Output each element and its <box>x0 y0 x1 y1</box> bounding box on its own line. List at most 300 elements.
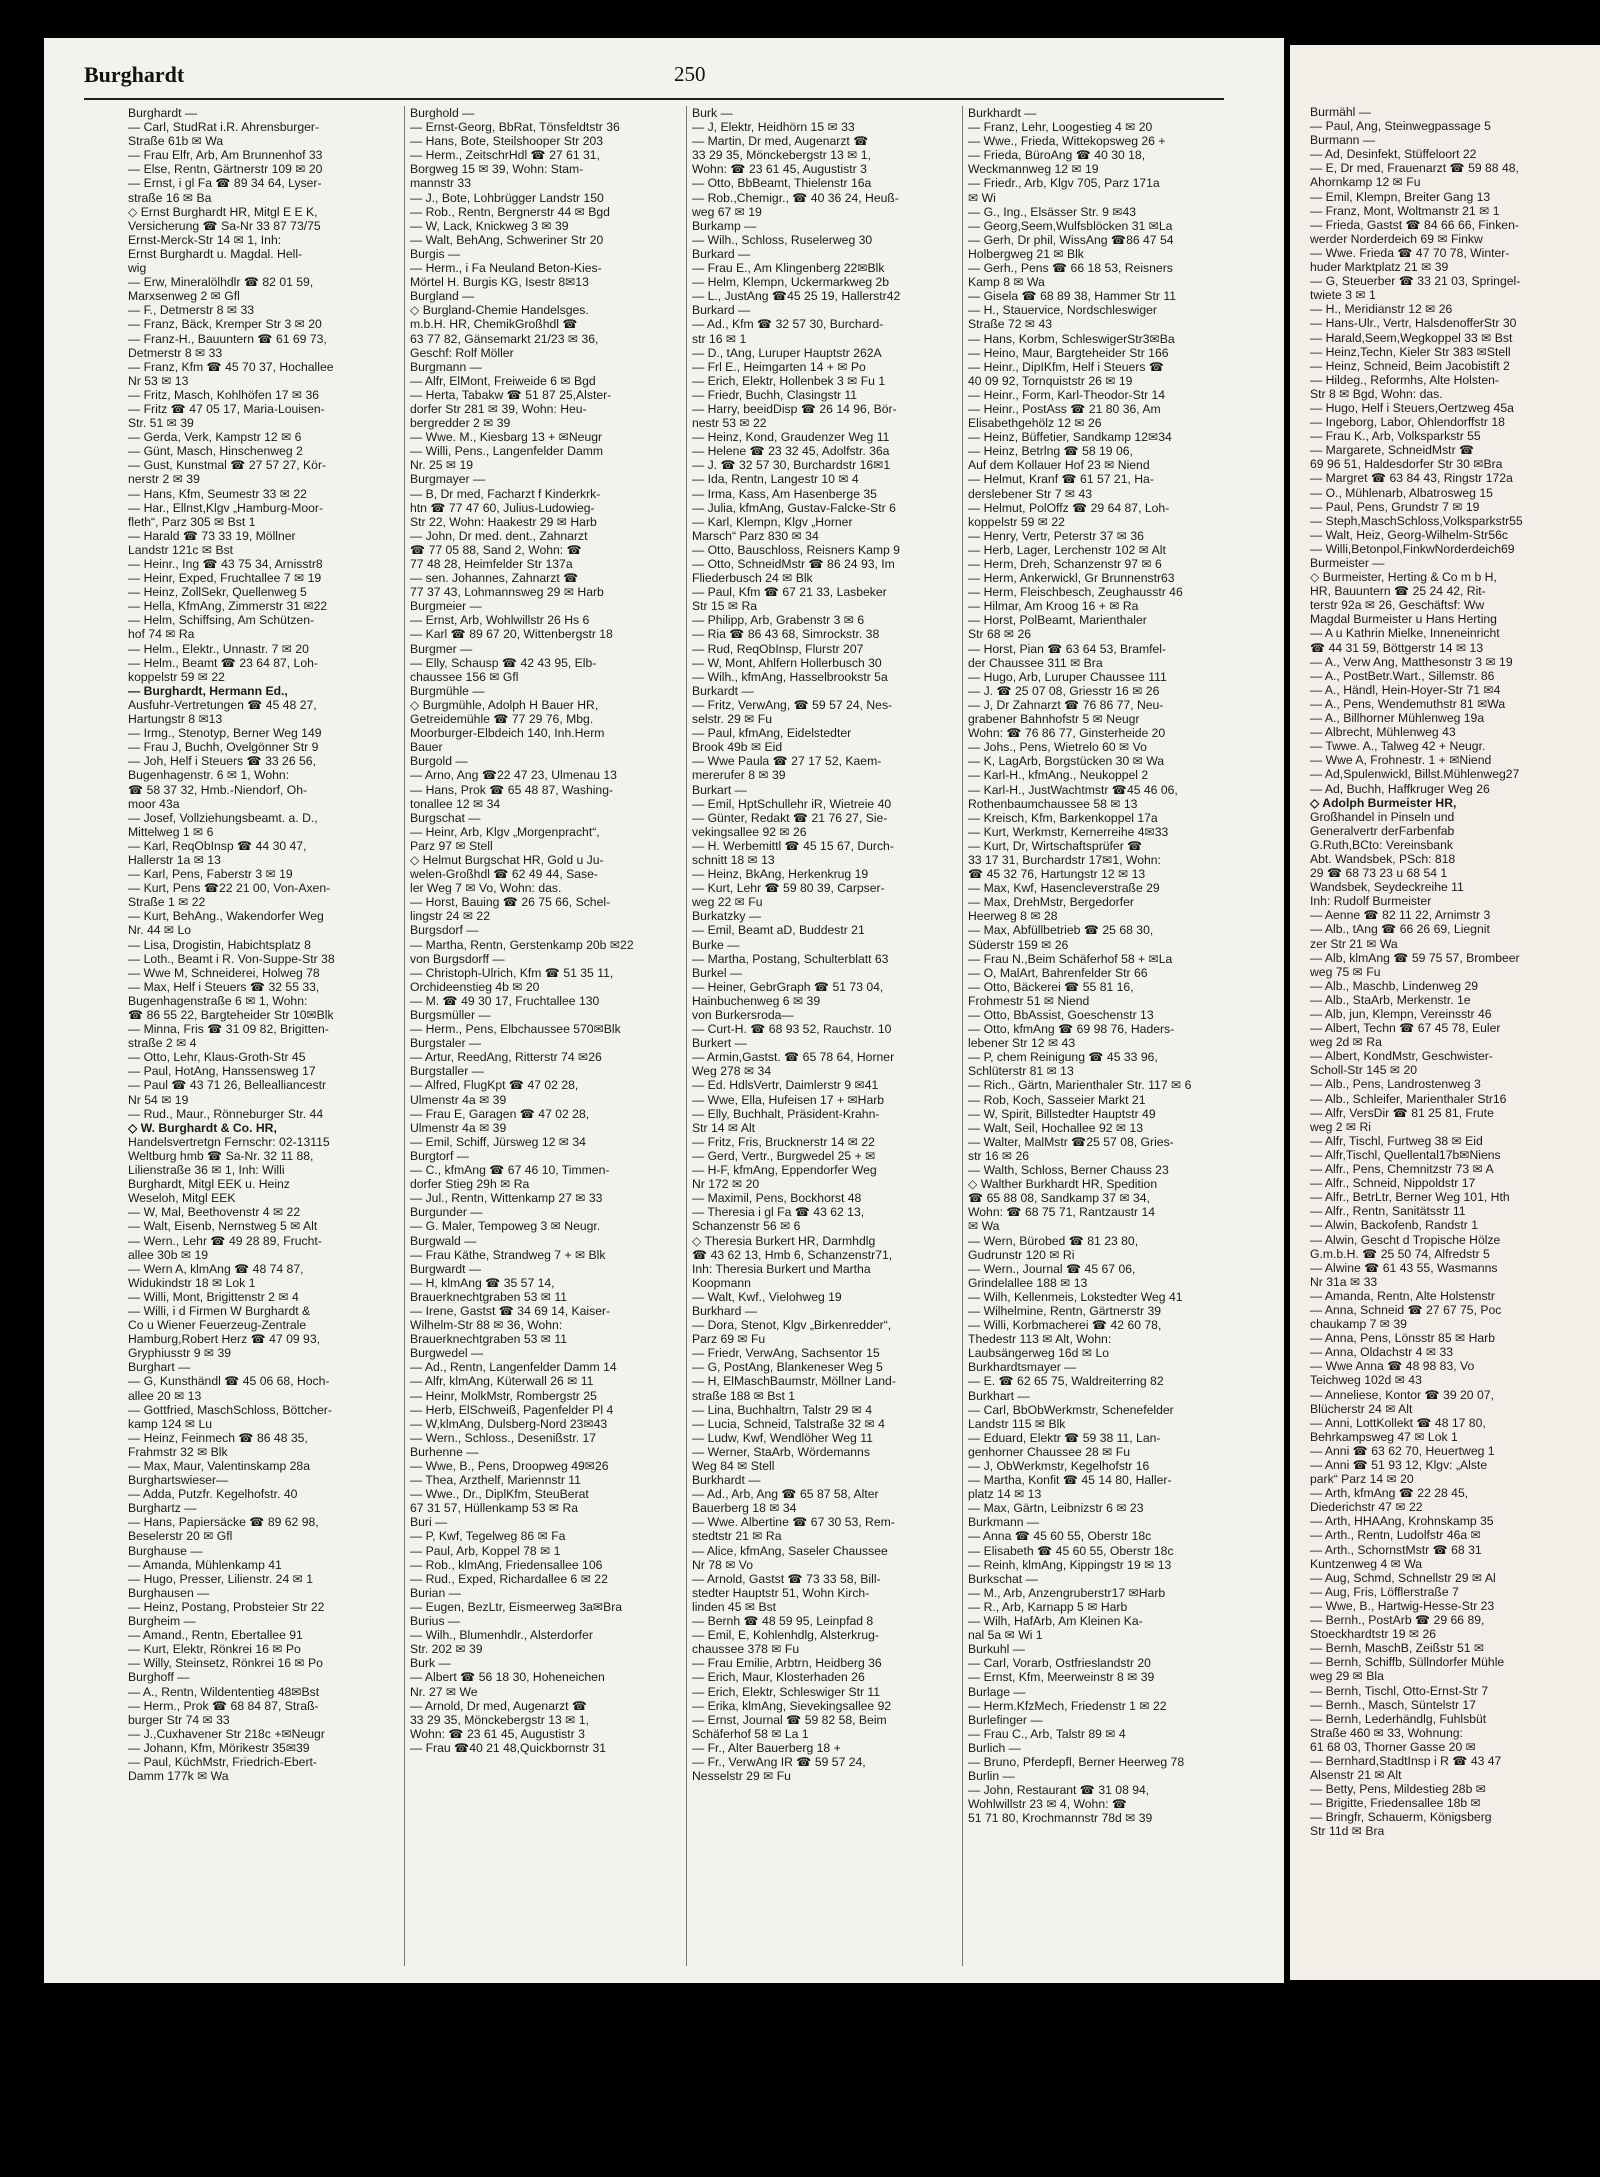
directory-entry-line: hof 74 ✉ Ra <box>128 627 195 642</box>
surname-heading: Burgsdorf — <box>410 923 479 938</box>
directory-entry-line: — Kurt, BehAng., Wakendorfer Weg <box>128 909 324 924</box>
directory-entry-line: — A., Verw Ang, Matthesonstr 3 ✉ 19 <box>1310 654 1513 669</box>
directory-entry-line: — Bernh, Schiffb, Süllndorfer Mühle <box>1310 1655 1505 1670</box>
directory-entry-line: — Christoph-Ulrich, Kfm ☎ 51 35 11, <box>410 965 614 980</box>
directory-entry-line: — O., Mühlenarb, Albatrosweg 15 <box>1310 485 1493 500</box>
directory-entry-line: — Anna, Oldachstr 4 ✉ 33 <box>1310 1345 1453 1360</box>
directory-entry-line: Geschf: Rolf Möller <box>410 345 514 360</box>
directory-entry-line: — Herta, Tabakw ☎ 51 87 25,Alster- <box>410 387 612 402</box>
directory-entry-line: — W, Lack, Knickweg 3 ✉ 39 <box>410 218 569 233</box>
directory-entry-line: 69 96 51, Haldesdorfer Str 30 ✉Bra <box>1310 457 1503 472</box>
directory-entry-line: Generalvertr derFarbenfab <box>1310 823 1455 838</box>
directory-entry-line: — Frau J, Buchh, Ovelgönner Str 9 <box>128 740 319 755</box>
directory-entry-line: — Kurt, Lehr ☎ 59 80 39, Carpser- <box>692 881 885 896</box>
directory-entry-line: — Amand., Rentn, Ebertallee 91 <box>128 1628 303 1643</box>
directory-entry-line: — Heinz, Schneid, Beim Jacobistift 2 <box>1310 358 1510 373</box>
directory-entry-line: Grindelallee 188 ✉ 13 <box>968 1275 1088 1290</box>
directory-entry-line: — Frieda, Gastst ☎ 84 66 66, Finken- <box>1310 217 1519 232</box>
directory-entry-line: — Theresia i gl Fa ☎ 43 62 13, <box>692 1205 865 1220</box>
directory-entry-line: — Alfr,Tischl, Quellental17b✉Niens <box>1310 1147 1501 1162</box>
surname-heading: Burgheim — <box>128 1614 196 1629</box>
directory-entry-line: — Lucia, Schneid, Talstraße 32 ✉ 4 <box>692 1416 885 1431</box>
directory-entry-line: Nr. 27 ✉ We <box>410 1684 478 1699</box>
directory-entry-line: Str. 51 ✉ 39 <box>128 416 194 431</box>
directory-entry-line: — W,klmAng, Dulsberg-Nord 23✉43 <box>410 1416 608 1431</box>
directory-entry-line: — Arnold, Gastst ☎ 73 33 58, Bill- <box>692 1571 881 1586</box>
directory-entry-line: derslebener Str 7 ✉ 43 <box>968 486 1093 501</box>
surname-heading: Burmann — <box>1310 133 1376 148</box>
directory-entry-line: — Thea, Arzthelf, Mariennstr 11 <box>410 1473 581 1488</box>
directory-entry-line: — Albrecht, Mühlenweg 43 <box>1310 725 1456 740</box>
directory-entry-line: — Alb., Schleifer, Marienthaler Str16 <box>1310 1091 1507 1106</box>
surname-heading: Burlich — <box>968 1740 1021 1755</box>
directory-entry-line: — Fritz, Masch, Kohlhöfen 17 ✉ 36 <box>128 387 320 402</box>
directory-entry-line: Abt. Wandsbek, PSch: 818 <box>1310 851 1456 866</box>
directory-entry-line: Parz 97 ✉ Stell <box>410 838 493 853</box>
directory-entry-line: — Georg,Seem,Wulfsblöcken 31 ✉La <box>968 218 1173 233</box>
directory-entry-line: Wohn: ☎ 68 75 71, Rantzaustr 14 <box>968 1205 1156 1220</box>
directory-entry-line: Bugenhagenstr. 6 ✉ 1, Wohn: <box>128 768 290 783</box>
directory-entry-line: — Erich, Maur, Klosterhaden 26 <box>692 1670 865 1685</box>
directory-entry-line: — Wwe, Ella, Hufeisen 17 + ✉Harb <box>692 1092 885 1107</box>
directory-entry-line: — Willi, Korbmacherei ☎ 42 60 78, <box>968 1318 1162 1333</box>
directory-entry-line: — Hugo, Arb, Luruper Chaussee 111 <box>968 669 1167 684</box>
directory-entry-line: — Alfr, ElMont, Freiweide 6 ✉ Bgd <box>410 373 596 388</box>
directory-entry-line: — Heinz, Büffetier, Sandkamp 12✉34 <box>968 430 1172 445</box>
directory-entry-line: — Harald ☎ 73 33 19, Möllner <box>128 528 296 543</box>
directory-entry-line: Nr 54 ✉ 19 <box>128 1092 189 1107</box>
directory-page-right-edge <box>1290 45 1600 1980</box>
directory-entry-line: — Hans, Korbm, SchleswigerStr3✉Ba <box>968 331 1175 346</box>
directory-entry-line: — Heiner, GebrGraph ☎ 51 73 04, <box>692 979 884 994</box>
directory-entry-line: ✉ Wi <box>968 190 996 205</box>
directory-entry-line: — A., Händl, Hein-Hoyer-Str 71 ✉4 <box>1310 682 1501 697</box>
directory-entry-line: Beselerstr 20 ✉ Gfl <box>128 1529 233 1544</box>
directory-entry-line: — J., Bote, Lohbrügger Landstr 150 <box>410 190 604 205</box>
directory-entry-line: — Franz, Mont, Woltmanstr 21 ✉ 1 <box>1310 203 1500 218</box>
directory-entry-line: — Heino, Maur, Bargteheider Str 166 <box>968 345 1169 360</box>
directory-entry-line: — Amanda, Mühlenkamp 41 <box>128 1557 282 1572</box>
surname-heading: Burmähl — <box>1310 105 1371 119</box>
directory-entry-line: — Friedr, Buchh, Clasingstr 11 <box>692 387 858 402</box>
column-divider <box>404 106 405 1966</box>
directory-entry-line: — Artur, ReedAng, Ritterstr 74 ✉26 <box>410 1050 602 1065</box>
directory-entry-line: Schanzenstr 56 ✉ 6 <box>692 1219 801 1234</box>
directory-entry-line: Lilienstraße 36 ✉ 1, Inh: Willi <box>128 1163 285 1178</box>
directory-entry-line: — Heinz,Techn, Kieler Str 383 ✉Stell <box>1310 344 1511 359</box>
directory-entry-line: — Franz, Kfm ☎ 45 70 37, Hochallee <box>128 359 334 374</box>
surname-heading: Burkmann — <box>968 1515 1040 1530</box>
directory-entry-line: — Anni, LottKollekt ☎ 48 17 80, <box>1310 1415 1486 1430</box>
directory-entry-line: — Elly, Schausp ☎ 42 43 95, Elb- <box>410 655 597 670</box>
directory-entry-line: — Herm, Fleischbesch, Zeughausstr 46 <box>968 585 1183 600</box>
directory-entry-line: — Fritz, Fris, Brucknerstr 14 ✉ 22 <box>692 1134 875 1149</box>
directory-entry-line: Mittelweg 1 ✉ 6 <box>128 824 214 839</box>
directory-entry-line: Wandsbek, Seydeckreihe 11 <box>1310 880 1464 895</box>
directory-entry-line: — Helmut, PolOffz ☎ 29 64 87, Loh- <box>968 500 1170 515</box>
directory-entry-line: chaukamp 7 ✉ 39 <box>1310 1317 1407 1332</box>
directory-entry-line: koppelstr 59 ✉ 22 <box>128 669 225 684</box>
column-3 <box>692 106 962 1976</box>
directory-entry-line: Bugenhagenstraße 6 ✉ 1, Wohn: <box>128 993 308 1008</box>
directory-entry-line: Süderstr 159 ✉ 26 <box>968 937 1069 952</box>
directory-entry-line: Ernst-Merck-Str 14 ✉ 1, Inh: <box>128 232 282 247</box>
directory-entry-line: Str 11d ✉ Bra <box>1310 1824 1385 1839</box>
directory-entry-line: — Wwe, B., Pens, Droopweg 49✉26 <box>410 1459 609 1473</box>
directory-entry-line: — Gisela ☎ 68 89 38, Hammer Str 11 <box>968 289 1177 304</box>
directory-entry-line: Elisabethgehölz 12 ✉ 26 <box>968 416 1102 431</box>
surname-heading: Burkuhl — <box>968 1642 1025 1657</box>
directory-entry-line: Hamburg,Robert Herz ☎ 47 09 93, <box>128 1332 320 1347</box>
directory-entry-line: — Willi, Pens., Langenfelder Damm <box>410 444 604 459</box>
directory-entry-line: — Ad., Rentn, Langenfelder Damm 14 <box>410 1360 617 1375</box>
directory-entry-line: kamp 124 ✉ Lu <box>128 1416 213 1431</box>
directory-entry-line: allee 30b ✉ 19 <box>128 1247 209 1262</box>
directory-entry-line: Ernst Burghardt u. Magdal. Hell- <box>128 246 303 261</box>
directory-entry-line: Str 14 ✉ Alt <box>692 1120 756 1135</box>
surname-heading: Burlage — <box>968 1684 1026 1699</box>
directory-entry-line: — Anni ☎ 63 62 70, Heuertweg 1 <box>1310 1443 1495 1458</box>
directory-entry-line: Weckmannweg 12 ✉ 19 <box>968 162 1099 177</box>
column-2 <box>410 106 680 1976</box>
directory-entry-line: — Helm, Schiffsing, Am Schützen- <box>128 613 315 628</box>
directory-entry-line: — A., PostBetr.Wart., Sillemstr. 86 <box>1310 668 1495 683</box>
directory-entry-line: Hainbuchenweg 6 ✉ 39 <box>692 993 821 1008</box>
directory-entry-line: — Herb, Lager, Lerchenstr 102 ✉ Alt <box>968 542 1166 557</box>
directory-entry-line: — Joh, Helf i Steuers ☎ 33 26 56, <box>128 754 316 769</box>
directory-entry-line: — Emil, Beamt aD, Buddestr 21 <box>692 923 865 938</box>
directory-entry-line: Frohmestr 51 ✉ Niend <box>968 993 1090 1008</box>
directory-entry-line: — Ed. HdlsVertr, Daimlerstr 9 ✉41 <box>692 1078 879 1093</box>
directory-entry-line: Weg 84 ✉ Stell <box>692 1459 775 1473</box>
directory-entry-line: — Wwe. Albertine ☎ 67 30 53, Rem- <box>692 1515 895 1530</box>
directory-entry-line: Mörtel H. Burgis KG, Isestr 8✉13 <box>410 275 589 290</box>
directory-entry-line: — Wwe. M., Kiesbarg 13 + ✉Neugr <box>410 430 603 445</box>
directory-entry-line: — Günter, Redakt ☎ 21 76 27, Sie- <box>692 810 888 825</box>
directory-entry-line: ◇ Burgmühle, Adolph H Bauer HR, <box>410 697 599 712</box>
directory-entry-line: Versicherung ☎ Sa-Nr 33 87 73/75 <box>128 218 321 233</box>
directory-entry-line: G.Ruth,BCto: Vereinsbank <box>1310 837 1453 852</box>
directory-entry-line: — Alb., Pens, Landrostenweg 3 <box>1310 1077 1481 1092</box>
directory-entry-line: — Bruno, Pferdepfl, Berner Heerweg 78 <box>968 1754 1185 1769</box>
directory-entry-line: chaussee 156 ✉ Gfl <box>410 669 519 684</box>
directory-entry-line: — Maximil, Pens, Bockhorst 48 <box>692 1191 862 1206</box>
directory-entry-line: — G, Kunsthändl ☎ 45 06 68, Hoch- <box>128 1374 330 1389</box>
directory-entry-line: Weg 278 ✉ 34 <box>692 1064 772 1079</box>
directory-entry-line: Landstr 115 ✉ Blk <box>968 1416 1066 1431</box>
directory-entry-line: — H, ElMaschBaumstr, Möllner Land- <box>692 1374 896 1389</box>
directory-entry-line: — C., kfmAng ☎ 67 46 10, Timmen- <box>410 1163 610 1178</box>
directory-entry-line: Str 68 ✉ 26 <box>968 627 1032 642</box>
directory-entry-line: Nr 78 ✉ Vo <box>692 1557 754 1572</box>
surname-heading: Burkard — <box>692 246 751 261</box>
directory-entry-line: Inh: Theresia Burkert und Martha <box>692 1261 871 1276</box>
directory-entry-line: — Ernst-Georg, BbRat, Tönsfeldtstr 36 <box>410 120 620 135</box>
page-number: 250 <box>674 62 706 86</box>
directory-entry-line: lingstr 24 ✉ 22 <box>410 909 490 924</box>
directory-entry-line: Rothenbaumchaussee 58 ✉ 13 <box>968 796 1138 811</box>
directory-entry-line: — Frau Käthe, Strandweg 7 + ✉ Blk <box>410 1247 606 1262</box>
directory-entry-line: — Gust, Kunstmal ☎ 27 57 27, Kör- <box>128 458 327 473</box>
directory-entry-line: — John, Dr med. dent., Zahnarzt <box>410 528 588 543</box>
directory-entry-line: — Karl, Klempn, Klgv „Horner <box>692 514 853 529</box>
directory-entry-line: dorfer Stieg 29h ✉ Ra <box>410 1177 530 1192</box>
directory-entry-line: — J, ObWerkmstr, Kegelhofstr 16 <box>968 1459 1150 1473</box>
directory-entry-line: — Ludw, Kwf, Wendlöher Weg 11 <box>692 1430 873 1445</box>
directory-entry-line: — Hella, KfmAng, Zimmerstr 31 ✉22 <box>128 599 328 614</box>
directory-entry-line: Ahornkamp 12 ✉ Fu <box>1310 175 1421 190</box>
directory-entry-line: Getreidemühle ☎ 77 29 76, Mbg. <box>410 712 594 727</box>
directory-entry-line: G.m.b.H. ☎ 25 50 74, Alfredstr 5 <box>1310 1246 1490 1261</box>
directory-entry-line: Marsch“ Parz 830 ✉ 34 <box>692 528 819 543</box>
directory-entry-line: — Lisa, Drogistin, Habichtsplatz 8 <box>128 937 311 952</box>
directory-entry-line: weg 22 ✉ Fu <box>692 895 763 910</box>
surname-heading: Burlefinger — <box>968 1712 1043 1727</box>
directory-entry-line: Str 15 ✉ Ra <box>692 599 758 614</box>
column-divider <box>686 106 687 1966</box>
directory-entry-line: — Martin, Dr med, Augenarzt ☎ <box>692 134 869 149</box>
directory-entry-line: — G, PostAng, Blankeneser Weg 5 <box>692 1360 883 1375</box>
directory-entry-line: — Kurt, Elektr, Rönkrei 16 ✉ Po <box>128 1642 301 1657</box>
surname-heading: Burkamp — <box>692 218 757 233</box>
directory-entry-line: ◇ Adolph Burmeister HR, <box>1310 795 1457 810</box>
surname-heading: Burkert — <box>692 1036 747 1051</box>
directory-entry-line: — Gerda, Verk, Kampstr 12 ✉ 6 <box>128 430 302 445</box>
directory-entry-line: — W, Spirit, Billstedter Hauptstr 49 <box>968 1106 1156 1121</box>
directory-entry-line: — Otto, BbAssist, Goeschenstr 13 <box>968 1008 1154 1022</box>
directory-entry-line: — Frau E, Garagen ☎ 47 02 28, <box>410 1106 590 1121</box>
directory-entry-line: — Wern, Bürobed ☎ 81 23 80, <box>968 1233 1139 1248</box>
directory-entry-line: allee 20 ✉ 13 <box>128 1388 202 1403</box>
directory-entry-line: — Aug, Schmd, Schnellstr 29 ✉ Al <box>1310 1570 1496 1585</box>
directory-entry-line: — H-F, kfmAng, Eppendorfer Weg <box>692 1163 877 1178</box>
directory-entry-line: — Max, Helf i Steuers ☎ 32 55 33, <box>128 979 320 994</box>
directory-entry-line: — Alfred, FlugKpt ☎ 47 02 28, <box>410 1078 579 1093</box>
directory-entry-line: Teichweg 102d ✉ 43 <box>1310 1373 1422 1388</box>
directory-entry-line: — Ernst, Kfm, Meerweinstr 8 ✉ 39 <box>968 1670 1155 1685</box>
surname-heading: Burgwardt — <box>410 1261 482 1276</box>
directory-entry-line: — L., JustAng ☎45 25 19, Hallerstr42 <box>692 289 901 304</box>
directory-entry-line: Detmerstr 8 ✉ 33 <box>128 345 223 360</box>
directory-entry-line: Weseloh, Mitgl EEK <box>128 1191 236 1206</box>
directory-entry-line: 29 ☎ 68 73 23 u 68 54 1 <box>1310 866 1448 881</box>
directory-entry-line: — Ria ☎ 86 43 68, Simrockstr. 38 <box>692 627 880 642</box>
directory-entry-line: 33 17 31, Burchardstr 17✉1, Wohn: <box>968 852 1161 867</box>
surname-heading: Burgmann — <box>410 359 482 374</box>
directory-entry-line: Ulmenstr 4a ✉ 39 <box>410 1092 507 1107</box>
directory-entry-line: — H., Stauervice, Nordschleswiger <box>968 303 1157 318</box>
directory-entry-line: — O, MalArt, Bahrenfelder Str 66 <box>968 965 1148 980</box>
directory-entry-line: — Brigitte, Friedensallee 18b ✉ <box>1310 1796 1481 1811</box>
directory-entry-line: Wilhelm-Str 88 ✉ 36, Wohn: <box>410 1318 563 1333</box>
directory-entry-line: — Wilh, HafArb, Am Kleinen Ka- <box>968 1614 1143 1629</box>
directory-entry-line: — Minna, Fris ☎ 31 09 82, Brigitten- <box>128 1022 329 1037</box>
directory-entry-line: — J, Elektr, Heidhörn 15 ✉ 33 <box>692 120 855 135</box>
directory-entry-line: — Josef, Vollziehungsbeamt. a. D., <box>128 810 318 825</box>
directory-entry-line: — Ernst, Arb, Wohlwillstr 26 Hs 6 <box>410 613 590 628</box>
directory-entry-line: Nr. 25 ✉ 19 <box>410 458 474 473</box>
directory-entry-line: — Paul, HotAng, Hanssensweg 17 <box>128 1064 316 1079</box>
directory-entry-line: — Walt, BehAng, Schweriner Str 20 <box>410 232 604 247</box>
directory-entry-line: — Wwe A, Frohnestr. 1 + ✉Niend <box>1310 753 1492 768</box>
directory-entry-line: — Karl-H., kfmAng., Neukoppel 2 <box>968 768 1149 783</box>
directory-entry-line: — Heinz, Kond, Graudenzer Weg 11 <box>692 430 890 445</box>
directory-entry-line: — B, Dr med, Facharzt f Kinderkrk- <box>410 486 601 501</box>
directory-entry-line: — Steph,MaschSchloss,Volksparkstr55 <box>1310 513 1523 528</box>
directory-entry-line: ☎ 77 05 88, Sand 2, Wohn: ☎ <box>410 542 582 557</box>
directory-entry-line: — Herm., ZeitschrHdl ☎ 27 61 31, <box>410 148 600 163</box>
directory-entry-line: — E. ☎ 62 65 75, Waldreiterring 82 <box>968 1374 1164 1389</box>
directory-entry-line: Handelsvertretgn Fernschr: 02-13115 <box>128 1134 330 1149</box>
surname-heading: von Burgsdorff — <box>410 951 505 966</box>
directory-entry-line: Straße 72 ✉ 43 <box>968 317 1053 332</box>
directory-entry-line: 63 77 82, Gänsemarkt 21/23 ✉ 36, <box>410 331 599 346</box>
directory-entry-line: — J.,Cuxhavener Str 218c +✉Neugr <box>128 1726 325 1741</box>
directory-entry-line: 51 71 80, Krochmannstr 78d ✉ 39 <box>968 1811 1153 1826</box>
surname-heading: Burgstaller — <box>410 1064 484 1079</box>
directory-entry-line: — Hugo, Helf i Steuers,Oertzweg 45a <box>1310 400 1514 415</box>
directory-entry-line: Auf dem Kollauer Hof 23 ✉ Niend <box>968 458 1150 473</box>
directory-entry-line: — Emil, Schiff, Jürsweg 12 ✉ 34 <box>410 1134 586 1149</box>
directory-entry-line: — Herm.KfzMech, Friedenstr 1 ✉ 22 <box>968 1698 1167 1713</box>
directory-entry-line: — Irmg., Stenotyp, Berner Weg 149 <box>128 726 322 741</box>
directory-entry-line: Alsenstr 21 ✉ Alt <box>1310 1768 1402 1783</box>
directory-entry-line: — E, Dr med, Frauenarzt ☎ 59 88 48, <box>1310 161 1519 176</box>
directory-entry-line: Stoeckhardtstr 19 ✉ 26 <box>1310 1627 1437 1642</box>
directory-entry-line: — Arth., Rentn, Ludolfstr 46a ✉ <box>1310 1528 1481 1543</box>
directory-entry-line: genhorner Chaussee 28 ✉ Fu <box>968 1444 1130 1459</box>
directory-entry-line: Diederichstr 47 ✉ 22 <box>1310 1500 1423 1515</box>
directory-entry-line: — Johs., Pens, Wietrelo 60 ✉ Vo <box>968 740 1147 755</box>
directory-entry-line: Burghardt, Mitgl EEK u. Heinz <box>128 1177 290 1192</box>
directory-entry-line: Behrkampsweg 47 ✉ Lok 1 <box>1310 1429 1458 1444</box>
directory-entry-line: nestr 53 ✉ 22 <box>692 416 767 431</box>
directory-entry-line: Landstr 121c ✉ Bst <box>128 542 234 557</box>
surname-heading: Burgunder — <box>410 1205 483 1220</box>
directory-entry-line: — Frau E., Am Klingenberg 22✉Blk <box>692 261 885 276</box>
directory-entry-line: — H., Meridianstr 12 ✉ 26 <box>1310 302 1453 317</box>
directory-entry-line: ◇ Burgland-Chemie Handelsges. <box>410 303 589 318</box>
directory-entry-line: — Wwe., Dr., DiplKfm, SteuBerat <box>410 1487 589 1502</box>
directory-entry-line: — Friedr., Arb, Klgv 705, Parz 171a <box>968 176 1160 191</box>
directory-entry-line: — Paul ☎ 43 71 26, Bellealliancestr <box>128 1078 327 1093</box>
directory-entry-line: ◇ Burmeister, Herting & Co m b H, <box>1310 570 1497 585</box>
directory-entry-line: platz 14 ✉ 13 <box>968 1487 1042 1502</box>
directory-entry-line: — Frieda, BüroAng ☎ 40 30 18, <box>968 148 1146 163</box>
directory-entry-line: — W, Mont, Ahlfern Hollerbusch 30 <box>692 655 882 670</box>
directory-entry-line: linden 45 ✉ Bst <box>692 1599 777 1614</box>
directory-entry-line: Fliederbusch 24 ✉ Blk <box>692 571 813 586</box>
directory-entry-line: — Irene, Gastst ☎ 34 69 14, Kaiser- <box>410 1303 611 1318</box>
directory-entry-line: Kuntzenweg 4 ✉ Wa <box>1310 1556 1423 1571</box>
surname-heading: Burk — <box>410 1656 451 1671</box>
directory-entry-line: — D., tAng, Luruper Hauptstr 262A <box>692 345 882 360</box>
surname-heading: Burghausen — <box>128 1585 210 1600</box>
directory-entry-line: — Emil, HptSchullehr iR, Wietreie 40 <box>692 796 892 811</box>
directory-entry-line: — Arth, HHAAng, Krohnskamp 35 <box>1310 1514 1494 1529</box>
surname-heading: Burk — <box>692 106 733 120</box>
surname-heading: Buri — <box>410 1515 448 1530</box>
directory-entry-line: Koopmann <box>692 1275 751 1290</box>
directory-entry-line: — Alfr, Tischl, Furtweg 38 ✉ Eid <box>1310 1133 1483 1148</box>
directory-entry-line: — G. Maler, Tempoweg 3 ✉ Neugr. <box>410 1219 601 1234</box>
directory-entry-line: — Gerh., Pens ☎ 66 18 53, Reisners <box>968 261 1173 276</box>
directory-entry-line: ☎ 86 55 22, Bargteheider Str 10✉Blk <box>128 1008 334 1022</box>
directory-entry-line: — Burghardt, Hermann Ed., <box>128 683 288 698</box>
directory-entry-line: — Harry, beeidDisp ☎ 26 14 96, Bör- <box>692 401 897 416</box>
directory-entry-line: — Margret ☎ 63 84 43, Ringstr 172a <box>1310 471 1513 486</box>
directory-entry-line: — Eugen, BezLtr, Eismeerweg 3a✉Bra <box>410 1599 623 1614</box>
directory-entry-line: — Kurt, Pens ☎22 21 00, Von-Axen- <box>128 881 331 896</box>
directory-entry-line: — Henry, Vertr, Peterstr 37 ✉ 36 <box>968 528 1144 543</box>
directory-entry-line: Orchideenstieg 4b ✉ 20 <box>410 979 540 994</box>
directory-entry-line: — Anni ☎ 51 93 12, Klgv: „Alste <box>1310 1458 1488 1472</box>
directory-entry-line: straße 188 ✉ Bst 1 <box>692 1388 796 1403</box>
column-5 <box>1310 105 1600 1975</box>
directory-entry-line: — Bernh, Tischl, Otto-Ernst-Str 7 <box>1310 1683 1489 1698</box>
directory-entry-line: Thedestr 113 ✉ Alt, Wohn: <box>968 1332 1112 1347</box>
directory-entry-line: — Horst, Bauing ☎ 26 75 66, Schel- <box>410 895 611 910</box>
directory-entry-line: ☎ 45 32 76, Hartungstr 12 ✉ 13 <box>968 867 1146 882</box>
directory-entry-line: — Albert, Techn ☎ 67 45 78, Euler <box>1310 1021 1501 1036</box>
directory-entry-line: Brook 49b ✉ Eid <box>692 740 783 755</box>
directory-entry-line: — Willi,Betonpol,FinkwNorderdeich69 <box>1310 541 1515 556</box>
directory-entry-line: — Anna, Schneid ☎ 27 67 75, Poc <box>1310 1302 1502 1317</box>
directory-entry-line: schnitt 18 ✉ 13 <box>692 852 775 867</box>
directory-entry-line: — Kurt, Dr, Wirtschaftsprüfer ☎ <box>968 838 1143 853</box>
directory-entry-line: vekingsallee 92 ✉ 26 <box>692 824 807 839</box>
directory-entry-line: — Walt, Heiz, Georg-Wilhelm-Str56c <box>1310 527 1508 542</box>
directory-entry-line: moor 43a <box>128 796 180 811</box>
directory-entry-line: — Willi, Mont, Brigittenstr 2 ✉ 4 <box>128 1289 299 1304</box>
directory-entry-line: — Helm, Klempn, Uckermarkweg 2b <box>692 275 890 290</box>
directory-entry-line: — Frau ☎40 21 48,Quickbornstr 31 <box>410 1740 607 1755</box>
directory-entry-line: — Ad., Arb, Ang ☎ 65 87 58, Alter <box>692 1487 879 1502</box>
directory-entry-line: Wohn: ☎ 23 61 45, Augustistr 3 <box>692 162 867 177</box>
directory-entry-line: — Arth., SchornstMstr ☎ 68 31 <box>1310 1542 1482 1557</box>
directory-entry-line: — Karl-H., JustWachtmstr ☎45 46 06, <box>968 782 1178 797</box>
directory-entry-line: — Walter, MalMstr ☎25 57 08, Gries- <box>968 1134 1174 1149</box>
directory-entry-line: wig <box>128 261 147 276</box>
directory-entry-line: — Else, Rentn, Gärtnerstr 109 ✉ 20 <box>128 162 323 177</box>
directory-entry-line: str 16 ✉ 26 <box>968 1148 1030 1163</box>
directory-entry-line: Gryphiusstr 9 ✉ 39 <box>128 1346 232 1361</box>
directory-entry-line: — Wwe., Frieda, Wittekopsweg 26 + <box>968 134 1166 149</box>
directory-entry-line: 33 29 35, Mönckebergstr 13 ✉ 1, <box>410 1712 589 1727</box>
directory-entry-line: mererufer 8 ✉ 39 <box>692 768 786 783</box>
directory-entry-line: Nr 31a ✉ 33 <box>1310 1274 1378 1289</box>
directory-entry-line: — Fritz, VerwAng, ☎ 59 57 24, Nes- <box>692 697 893 712</box>
surname-heading: Burkard — <box>692 303 751 318</box>
directory-entry-line: — Paul, kfmAng, Eidelstedter <box>692 726 852 741</box>
directory-entry-line: — Bernh., Masch, Süntelstr 17 <box>1310 1697 1476 1712</box>
directory-entry-line: str 16 ✉ 1 <box>692 331 747 346</box>
directory-entry-line: werder Norderdeich 69 ✉ Finkw <box>1310 231 1483 246</box>
directory-entry-line: — Alfr, VersDir ☎ 81 25 81, Frute <box>1310 1105 1494 1120</box>
surname-heading: Burkhart — <box>968 1388 1030 1403</box>
directory-entry-line: — Wwe M, Schneiderei, Holweg 78 <box>128 965 320 980</box>
directory-entry-line: — R., Arb, Karnapp 5 ✉ Harb <box>968 1599 1128 1614</box>
directory-entry-line: fleth“, Parz 305 ✉ Bst 1 <box>128 514 256 529</box>
directory-entry-line: grabener Bahnhofstr 5 ✉ Neugr <box>968 712 1140 727</box>
directory-entry-line: — Heinr, Arb, Klgv „Morgenpracht“, <box>410 824 600 839</box>
directory-entry-line: ☎ 43 62 13, Hmb 6, Schanzenstr71, <box>692 1247 893 1262</box>
directory-entry-line: 33 29 35, Mönckebergstr 13 ✉ 1, <box>692 148 871 163</box>
directory-entry-line: 67 31 57, Hüllenkamp 53 ✉ Ra <box>410 1501 579 1516</box>
surname-heading: Burkhardt — <box>968 106 1037 120</box>
directory-entry-line: ◇ Helmut Burgschat HR, Gold u Ju- <box>410 852 604 867</box>
directory-entry-line: — Ernst, i gl Fa ☎ 89 34 64, Lyser- <box>128 176 322 191</box>
